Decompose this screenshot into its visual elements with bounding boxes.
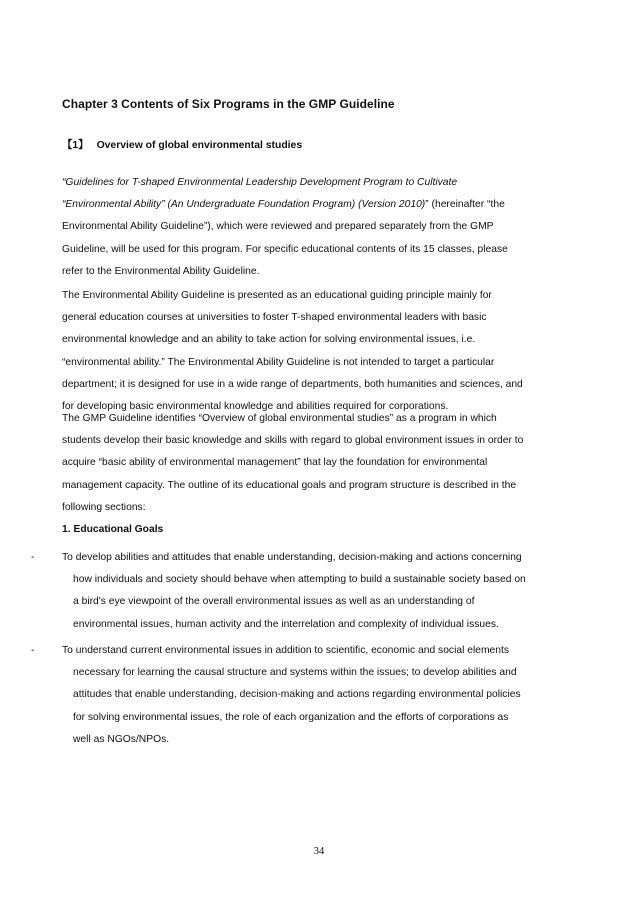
intro-paragraph <box>62 172 582 283</box>
intro-line-1: “Guidelines for T-shaped Environmental Leadership Development Program to Cultivate <box>62 177 458 188</box>
bullet-line: necessary for learning the causal structure and systems within the issues; to develop abilities and <box>73 667 517 679</box>
paragraph-line: environmental knowledge and an ability to take action for solving environmental issues, i.e. <box>62 334 476 346</box>
section-heading <box>62 136 302 151</box>
page-number: 34 <box>313 846 325 857</box>
paragraph-line: for developing basic environmental knowledge and abilities required for corporations. <box>62 401 449 413</box>
bullet-line: attitudes that enable understanding, decision-making and actions regarding environmental policies <box>73 689 521 701</box>
educational-goals-heading: 1. Educational Goals <box>62 524 164 535</box>
bullet-dash: - <box>31 552 35 563</box>
paragraph-line: “environmental ability.” The Environmental Ability Guideline is not intended to target a particular <box>62 356 495 368</box>
paragraph-line: acquire “basic ability of environmental management” that lay the foundation for environmental <box>62 457 488 469</box>
paragraph-line: following sections: <box>62 501 146 513</box>
paragraph-line: The GMP Guideline identifies “Overview of global environmental studies” as a program in which <box>62 413 497 424</box>
section-title: Overview of global environmental studies <box>96 140 303 151</box>
paragraph-line: students develop their basic knowledge and skills with regard to global environment issues in order to <box>62 435 524 447</box>
intro-line-2-rest: ” (hereinafter “the <box>425 199 505 211</box>
bullet-dash: - <box>31 645 35 656</box>
paragraph-line: management capacity. The outline of its educational goals and program structure is described in the <box>62 479 517 491</box>
paragraph-line: The Environmental Ability Guideline is presented as an educational guiding principle mainly for <box>62 290 492 301</box>
section-number: 【1】 <box>62 140 89 151</box>
intro-line-3: Environmental Ability Guideline”), which were reviewed and prepared separately from the GMP <box>62 221 494 233</box>
paragraph-environmental-ability <box>62 285 582 418</box>
chapter-title: Chapter 3 Contents of Six Programs in the GMP Guideline <box>62 97 395 111</box>
bullet-line: To develop abilities and attitudes that enable understanding, decision-making and actions concerning <box>62 552 522 563</box>
paragraph-line: general education courses at universities to foster T-shaped environmental leaders with basic <box>62 312 487 324</box>
paragraph-line: department; it is designed for use in a wide range of departments, both humanities and sciences, and <box>62 378 523 390</box>
bullet-line: To understand current environmental issues in addition to scientific, economic and social elements <box>62 645 510 656</box>
bullet-line: for solving environmental issues, the role of each organization and the efforts of corporations as <box>73 711 509 723</box>
bullet-line: environmental issues, human activity and the interrelation and complexity of individual issues. <box>73 618 499 630</box>
bullet-line: a bird's eye viewpoint of the overall environmental issues as well as an understanding of <box>73 596 475 608</box>
intro-line-2-italic: “Environmental Ability” (An Undergraduate Foundation Program) (Version 2010) <box>62 199 426 211</box>
intro-line-5: refer to the Environmental Ability Guideline. <box>62 265 260 277</box>
bullet-line: well as NGOs/NPOs. <box>73 733 170 745</box>
bullet-line: how individuals and society should behave when attempting to build a sustainable society based on <box>73 574 526 586</box>
intro-line-4: Guideline, will be used for this program. For specific educational contents of its 15 classes, please <box>62 243 508 255</box>
paragraph-gmp-guideline <box>62 408 582 519</box>
